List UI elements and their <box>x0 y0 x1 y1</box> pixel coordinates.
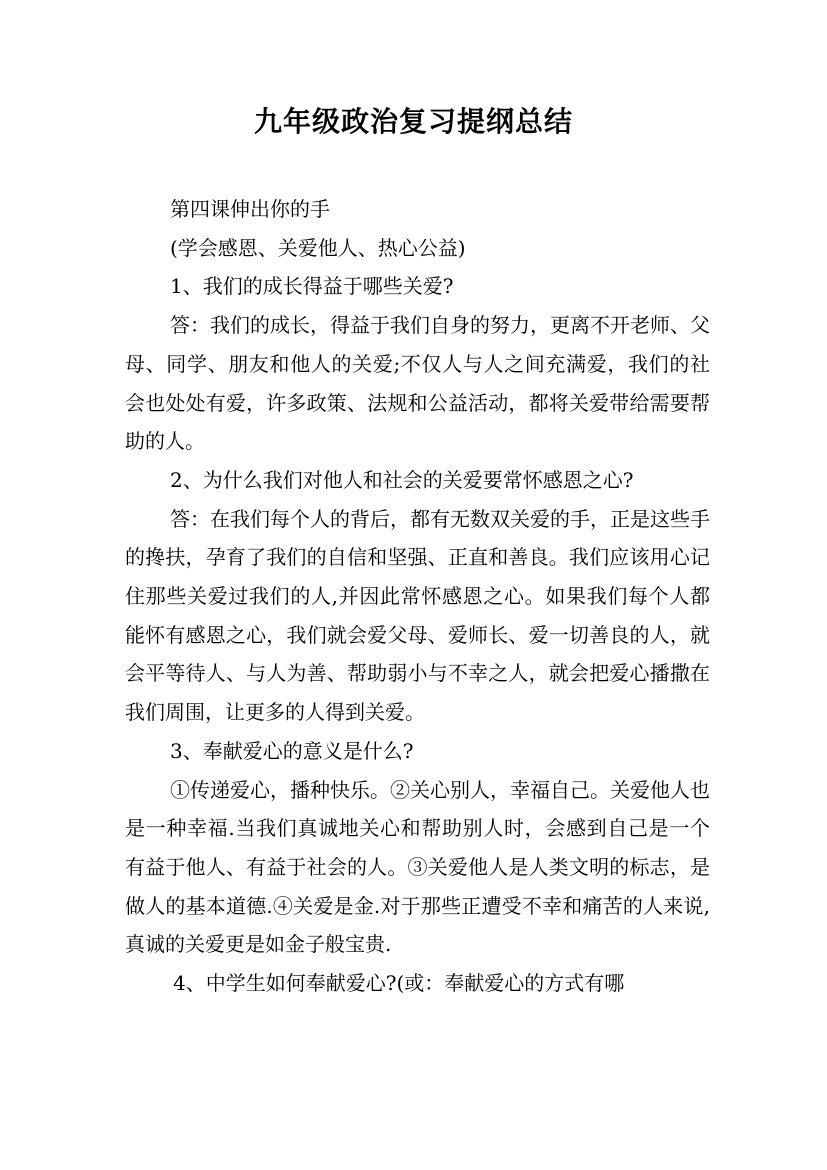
answer-1: 答：我们的成长，得益于我们自身的努力，更离不开老师、父母、同学、朋友和他人的关爱;不仅人与人之间充满爱，我们的社会也处处有爱，许多政策、法规和公益活动，都将关爱带给需要帮助的人。 <box>125 313 710 454</box>
lesson-heading: 第四课伸出你的手 <box>170 197 330 221</box>
lesson-subtitle: (学会感恩、关爱他人、热心公益) <box>170 235 466 260</box>
question-2: 2、为什么我们对他人和社会的关爱要常怀感恩之心? <box>170 467 634 492</box>
question-3: 3、奉献爱心的意义是什么? <box>170 738 414 763</box>
document-body <box>125 190 710 1003</box>
answer-3: ①传递爱心，播种快乐。②关心别人，幸福自己。关爱他人也是一种幸福.当我们真诚地关心和帮助别人时，会感到自己是一个有益于他人、有益于社会的人。③关爱他人是人类文明的标志，是做人的基本道德.④关爱是金.对于那些正遭受不幸和痛苦的人来说,真诚的关爱更是如金子般宝贵. <box>125 777 710 957</box>
answer-2: 答：在我们每个人的背后，都有无数双关爱的手，正是这些手的搀扶，孕育了我们的自信和坚强、正直和善良。我们应该用心记住那些关爱过我们的人,并因此常怀感恩之心。如果我们每个人都能怀有感恩之心，我们就会爱父母、爱师长、爱一切善良的人，就会平等待人、与人为善、帮助弱小与不幸之人，就会把爱心播撒在我们周围，让更多的人得到关爱。 <box>125 506 710 725</box>
document-title: 九年级政治复习提纲总结 <box>253 105 573 138</box>
question-4: 4、中学生如何奉献爱心?(或：奉献爱心的方式有哪 <box>173 971 625 996</box>
question-1: 1、我们的成长得益于哪些关爱? <box>170 274 454 299</box>
